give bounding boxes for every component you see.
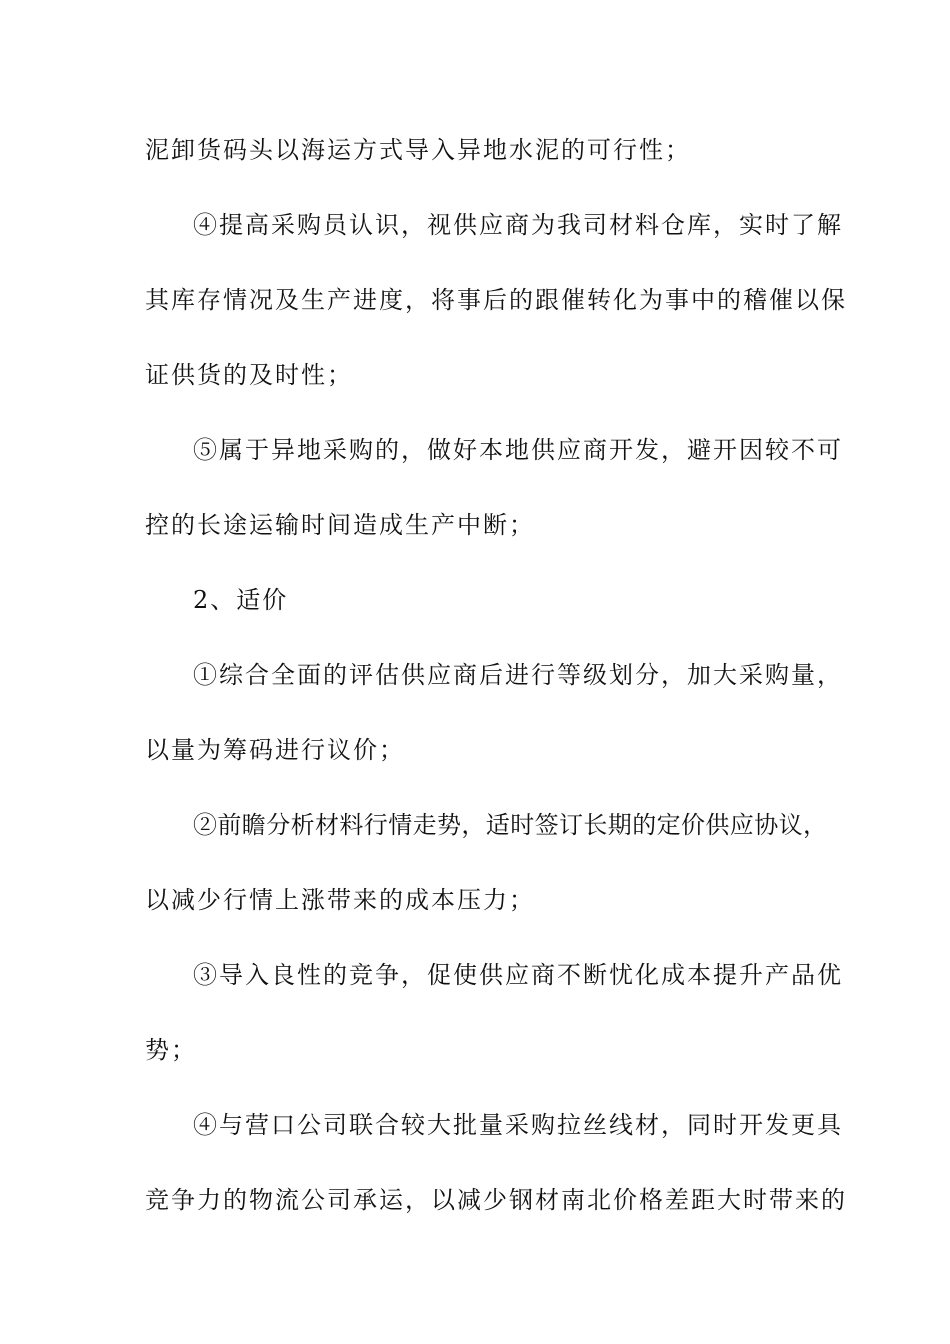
text-line-10: ②前瞻分析材料行情走势，适时签订长期的定价供应协议， (193, 811, 828, 839)
section-heading: 2、适价 (193, 586, 289, 614)
text-line-2: ④提高采购员认识，视供应商为我司材料仓库，实时了解 (193, 211, 843, 239)
text-line-3: 其库存情况及生产进度，将事后的跟催转化为事中的稽催以保 (145, 286, 847, 314)
text-line-12: ③导入良性的竞争，促使供应商不断忧化成本提升产品优 (193, 961, 843, 989)
text-line-5: ⑤属于异地采购的，做好本地供应商开发，避开因较不可 (193, 436, 843, 464)
text-line-6: 控的长途运输时间造成生产中断； (145, 511, 535, 539)
text-line-14: ④与营口公司联合较大批量采购拉丝线材，同时开发更具 (193, 1111, 843, 1139)
text-line-15: 竞争力的物流公司承运，以减少钢材南北价格差距大时带来的 (145, 1186, 847, 1214)
text-line-8: ①综合全面的评估供应商后进行等级划分，加大采购量， (193, 661, 843, 689)
text-line-9: 以量为筹码进行议价； (145, 736, 405, 764)
text-line-11: 以减少行情上涨带来的成本压力； (145, 886, 535, 914)
text-line-1: 泥卸货码头以海运方式导入异地水泥的可行性； (145, 136, 691, 164)
text-line-13: 势； (145, 1036, 197, 1064)
text-line-4: 证供货的及时性； (145, 361, 353, 389)
